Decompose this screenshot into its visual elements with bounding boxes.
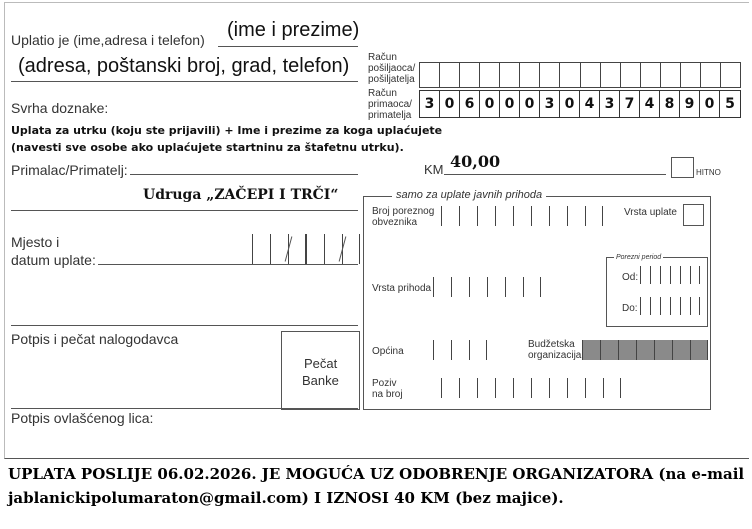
bank-stamp-label-1: Pečat	[304, 356, 338, 371]
payment-type-cell[interactable]	[683, 204, 704, 226]
recipient-account-label-3: primatelja	[368, 110, 412, 121]
signature-line	[11, 408, 358, 409]
currency-label: KM	[424, 162, 444, 177]
period-to-cells[interactable]	[640, 297, 700, 315]
account-digit: 4	[580, 91, 600, 117]
municipality-label: Općina	[372, 346, 404, 357]
to-label: Do:	[622, 303, 638, 314]
account-digit: 0	[520, 91, 540, 117]
payer-address-field[interactable]: (adresa, poštanski broj, grad, telefon)	[18, 55, 350, 77]
account-digit: 6	[460, 91, 480, 117]
place-date-underline	[98, 264, 358, 265]
reference-label-2: na broj	[372, 389, 403, 400]
urgent-label: HITNO	[696, 168, 721, 177]
payer-address-underline	[11, 81, 358, 82]
reference-label	[372, 378, 403, 400]
period-from-cells[interactable]	[640, 266, 700, 284]
signature-top-line	[11, 325, 358, 326]
account-digit: 0	[480, 91, 500, 117]
tax-id-label-2: obveznika	[372, 217, 418, 228]
recipient-underline-2	[11, 210, 358, 211]
budget-org-label-1: Budžetska	[528, 339, 575, 350]
budget-org-cells[interactable]	[582, 340, 708, 360]
revenue-type-cells[interactable]	[433, 277, 541, 297]
footer-notice	[8, 462, 748, 510]
place-label-2: datum uplate:	[11, 252, 96, 268]
urgent-checkbox[interactable]	[671, 157, 694, 178]
recipient-account-label	[368, 88, 412, 121]
tax-period-label: Porezni period	[616, 254, 662, 261]
sender-account-label	[368, 52, 415, 85]
recipient-name-field[interactable]: Udruga „ZAČEPI I TRČI“	[143, 187, 339, 203]
tax-id-label-1: Broj poreznog	[372, 206, 435, 217]
payment-type-label: Vrsta uplate	[624, 207, 677, 218]
account-digit: 3	[600, 91, 620, 117]
recipient-underline-1	[130, 174, 358, 175]
recipient-label: Primalac/Primatelj:	[11, 162, 128, 178]
revenue-type-label: Vrsta prihoda	[372, 283, 432, 294]
account-digit: 7	[620, 91, 640, 117]
amount-underline	[444, 174, 666, 175]
account-digit: 9	[680, 91, 700, 117]
footer-line-2: jablanickipolumaraton@gmail.com) I IZNOSI 40 KM (bez majice).	[8, 489, 564, 507]
account-digit: 0	[500, 91, 520, 117]
bank-stamp-label-2: Banke	[302, 373, 339, 388]
payer-name-field[interactable]: (ime i prezime)	[227, 19, 360, 41]
reference-label-1: Poziv	[372, 378, 397, 389]
account-digit: 0	[440, 91, 460, 117]
payer-label: Uplatio je (ime,adresa i telefon)	[11, 32, 205, 48]
budget-org-label-2: organizacija	[528, 350, 582, 361]
account-digit: 3	[540, 91, 560, 117]
account-digit: 3	[420, 91, 440, 117]
date-cells-month[interactable]	[306, 234, 360, 264]
sender-account-label-1: Račun	[368, 52, 397, 63]
sender-account-label-2: pošiljaoca/	[368, 63, 416, 74]
sender-account-label-3: pošiljatelja	[368, 74, 415, 85]
account-digit: 0	[560, 91, 580, 117]
account-digit: 5	[725, 96, 735, 112]
date-cells[interactable]	[252, 234, 306, 264]
tax-id-cells[interactable]	[441, 206, 603, 226]
signature-authorized-label: Potpis ovlašćenog lica:	[11, 410, 154, 426]
amount-field[interactable]: 40,00	[450, 152, 501, 171]
reference-cells[interactable]	[441, 378, 621, 398]
tax-id-label	[372, 206, 434, 228]
sender-account-cells[interactable]	[419, 62, 741, 88]
recipient-account-label-1: Račun	[368, 88, 397, 99]
signature-payer-label: Potpis i pečat nalogodavca	[11, 331, 179, 347]
purpose-text-1[interactable]: Uplata za utrku (koju ste prijavili) + Ime i prezime za koga uplaćujete	[11, 124, 443, 137]
municipality-cells[interactable]	[433, 340, 487, 360]
account-digit: 0	[700, 91, 720, 117]
account-digit: 4	[640, 91, 660, 117]
purpose-text-2[interactable]: (navesti sve osobe ako uplaćujete startninu za štafetnu utrku).	[11, 141, 404, 154]
public-revenue-title: samo za uplate javnih prihoda	[392, 189, 546, 201]
recipient-account-label-2: primaoca/	[368, 99, 412, 110]
footer-line-1: UPLATA POSLIJE 06.02.2026. JE MOGUĆA UZ ODOBRENJE ORGANIZATORA (na e-mail	[8, 465, 745, 483]
place-label-1: Mjesto i	[11, 234, 60, 250]
payer-name-underline	[218, 46, 358, 47]
recipient-account-digits[interactable]	[419, 90, 741, 118]
purpose-label: Svrha doznake:	[11, 100, 109, 116]
budget-org-label	[528, 339, 581, 361]
account-digit: 8	[660, 91, 680, 117]
from-label: Od:	[622, 272, 639, 283]
